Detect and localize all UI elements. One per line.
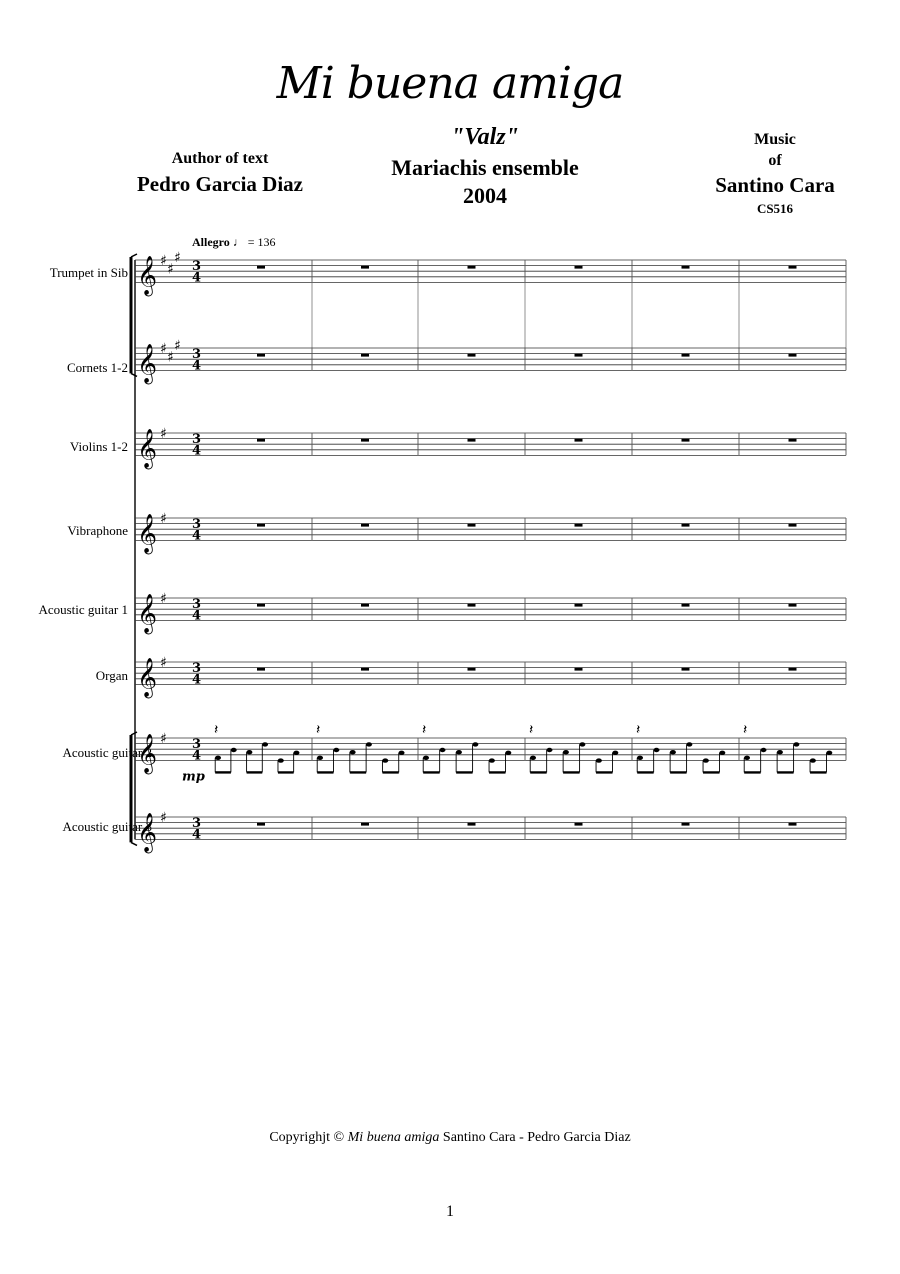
note-head bbox=[563, 750, 569, 754]
time-signature-bottom: 4 bbox=[192, 358, 202, 374]
measure-rest bbox=[682, 439, 690, 442]
measure-rest bbox=[789, 668, 797, 671]
treble-clef-icon: 𝄞 bbox=[137, 657, 158, 698]
note-head bbox=[744, 756, 750, 760]
measure-rest bbox=[257, 668, 265, 671]
treble-clef-icon: 𝄞 bbox=[137, 513, 158, 554]
note-head bbox=[215, 756, 221, 760]
time-signature-top: 3 bbox=[192, 347, 202, 363]
sharp-icon: ♯ bbox=[160, 810, 167, 826]
time-signature-bottom: 4 bbox=[192, 443, 202, 459]
staff-7 bbox=[135, 722, 846, 774]
of-label: of bbox=[768, 152, 782, 169]
measure-rest bbox=[257, 604, 265, 607]
quarter-rest-icon: 𝄽 bbox=[422, 722, 427, 738]
note-head bbox=[399, 751, 405, 755]
sharp-icon: ♯ bbox=[167, 261, 174, 278]
measure-rest bbox=[789, 823, 797, 826]
treble-clef-icon: 𝄞 bbox=[137, 812, 158, 853]
instrument-label-guitar1: Acoustic guitar 1 bbox=[38, 602, 128, 617]
measure-rest bbox=[257, 823, 265, 826]
note-head bbox=[382, 758, 388, 762]
score-subtitle: "Valz" bbox=[450, 124, 519, 150]
measure-rest bbox=[468, 354, 476, 357]
quarter-rest-icon: 𝄽 bbox=[529, 722, 534, 738]
measure-rest bbox=[257, 524, 265, 527]
measure-rest bbox=[682, 354, 690, 357]
note-head bbox=[366, 742, 372, 746]
sharp-icon: ♯ bbox=[160, 591, 167, 607]
treble-clef-icon: 𝄞 bbox=[137, 343, 158, 384]
measure-rest bbox=[468, 823, 476, 826]
measure-rest bbox=[361, 604, 369, 607]
sharp-icon: ♯ bbox=[167, 349, 174, 366]
note-head bbox=[653, 748, 659, 752]
tempo-value: = 136 bbox=[247, 235, 276, 249]
quarter-rest-icon: 𝄽 bbox=[316, 722, 321, 738]
author-name: Pedro Garcia Diaz bbox=[136, 172, 304, 196]
measure-rest bbox=[468, 524, 476, 527]
treble-clef-icon: 𝄞 bbox=[137, 428, 158, 469]
copyright-title: Mi buena amiga bbox=[347, 1130, 440, 1145]
author-label: Author of text bbox=[171, 150, 269, 167]
note-head bbox=[793, 742, 799, 746]
time-signature-top: 3 bbox=[192, 661, 202, 677]
note-head bbox=[612, 751, 618, 755]
measure-rest bbox=[257, 439, 265, 442]
time-signature-top: 3 bbox=[192, 259, 202, 275]
instrument-label-trumpet: Trumpet in Sib bbox=[49, 265, 128, 280]
staff-6 bbox=[135, 655, 846, 698]
note-head bbox=[637, 756, 643, 760]
dynamic-marking: mp bbox=[182, 769, 205, 785]
measure-rest bbox=[575, 354, 583, 357]
note-head bbox=[826, 751, 832, 755]
note-head bbox=[262, 742, 268, 746]
sharp-icon: ♯ bbox=[160, 341, 167, 357]
time-signature-bottom: 4 bbox=[192, 827, 202, 843]
quarter-rest-icon: 𝄽 bbox=[636, 722, 641, 738]
measure-rest bbox=[575, 668, 583, 671]
staff-5 bbox=[135, 591, 846, 634]
sharp-icon: ♯ bbox=[160, 426, 167, 442]
tempo-text: Allegro bbox=[192, 235, 230, 249]
time-signature-top: 3 bbox=[192, 816, 202, 832]
time-signature-top: 3 bbox=[192, 737, 202, 753]
copyright-suffix: Santino Cara - Pedro Garcia Diaz bbox=[439, 1130, 631, 1145]
score-title: Mi buena amiga bbox=[276, 58, 624, 109]
measure-rest bbox=[575, 266, 583, 269]
year-label: 2004 bbox=[463, 183, 507, 208]
note-head bbox=[456, 750, 462, 754]
measure-rest bbox=[468, 604, 476, 607]
time-signature-bottom: 4 bbox=[192, 608, 202, 624]
staff-1 bbox=[135, 250, 846, 348]
measure-rest bbox=[361, 524, 369, 527]
instrument-label-organ: Organ bbox=[95, 668, 128, 683]
measure-rest bbox=[468, 668, 476, 671]
note-head bbox=[505, 751, 511, 755]
note-head bbox=[703, 758, 709, 762]
note-head bbox=[686, 742, 692, 746]
instrument-label-guitar3: Acoustic guitar 3 bbox=[62, 819, 152, 834]
note-head bbox=[670, 750, 676, 754]
measure-rest bbox=[361, 266, 369, 269]
note-head bbox=[596, 758, 602, 762]
measure-rest bbox=[575, 823, 583, 826]
catalog-number: CS516 bbox=[756, 201, 794, 216]
note-head bbox=[489, 758, 495, 762]
note-head bbox=[530, 756, 536, 760]
staff-4 bbox=[135, 511, 846, 554]
measure-rest bbox=[575, 524, 583, 527]
measure-rest bbox=[575, 439, 583, 442]
measure-rest bbox=[789, 266, 797, 269]
note-head bbox=[472, 742, 478, 746]
measure-rest bbox=[468, 439, 476, 442]
measure-rest bbox=[361, 354, 369, 357]
note-head bbox=[317, 756, 323, 760]
music-label: Music bbox=[754, 131, 796, 148]
time-signature-top: 3 bbox=[192, 432, 202, 448]
treble-clef-icon: 𝄞 bbox=[137, 733, 158, 774]
measure-rest bbox=[789, 524, 797, 527]
instrument-label-violins: Violins 1-2 bbox=[69, 439, 128, 454]
sharp-icon: ♯ bbox=[160, 655, 167, 671]
quarter-rest-icon: 𝄽 bbox=[743, 722, 748, 738]
composer-name: Santino Cara bbox=[715, 173, 835, 197]
note-head bbox=[546, 748, 552, 752]
instrument-label-cornets: Cornets 1-2 bbox=[66, 360, 128, 375]
ensemble-label: Mariachis ensemble bbox=[391, 155, 579, 180]
note-head bbox=[246, 750, 252, 754]
note-head bbox=[579, 742, 585, 746]
note-head bbox=[719, 751, 725, 755]
measure-rest bbox=[468, 266, 476, 269]
staff-3 bbox=[135, 426, 846, 469]
measure-rest bbox=[789, 354, 797, 357]
time-signature-bottom: 4 bbox=[192, 528, 202, 544]
note-head bbox=[810, 758, 816, 762]
treble-clef-icon: 𝄞 bbox=[137, 593, 158, 634]
page-number: 1 bbox=[446, 1203, 454, 1220]
measure-rest bbox=[361, 823, 369, 826]
time-signature-top: 3 bbox=[192, 517, 202, 533]
measure-rest bbox=[789, 604, 797, 607]
note-head bbox=[439, 748, 445, 752]
measure-rest bbox=[789, 439, 797, 442]
copyright-prefix: Copyrighjt © bbox=[269, 1130, 348, 1145]
measure-rest bbox=[575, 604, 583, 607]
sharp-icon: ♯ bbox=[174, 338, 181, 355]
sharp-icon: ♯ bbox=[160, 253, 167, 269]
measure-rest bbox=[682, 668, 690, 671]
treble-clef-icon: 𝄞 bbox=[137, 255, 158, 296]
note-head bbox=[278, 758, 284, 762]
time-signature-top: 3 bbox=[192, 597, 202, 613]
note-head bbox=[293, 751, 299, 755]
instrument-label-guitar2: Acoustic guitar 2 bbox=[62, 745, 152, 760]
quarter-note-icon: ♩ bbox=[232, 235, 245, 249]
note-head bbox=[760, 748, 766, 752]
note-head bbox=[777, 750, 783, 754]
time-signature-bottom: 4 bbox=[192, 748, 202, 764]
copyright-footer bbox=[0, 1130, 900, 1146]
measure-rest bbox=[257, 354, 265, 357]
measure-rest bbox=[682, 524, 690, 527]
note-head bbox=[423, 756, 429, 760]
sharp-icon: ♯ bbox=[160, 731, 167, 747]
note-head bbox=[231, 748, 237, 752]
quarter-rest-icon: 𝄽 bbox=[214, 722, 219, 738]
time-signature-bottom: 4 bbox=[192, 270, 202, 286]
measure-rest bbox=[682, 604, 690, 607]
note-head bbox=[333, 748, 339, 752]
measure-rest bbox=[257, 266, 265, 269]
note-head bbox=[350, 750, 356, 754]
measure-rest bbox=[361, 439, 369, 442]
staff-8 bbox=[135, 810, 846, 853]
time-signature-bottom: 4 bbox=[192, 672, 202, 688]
measure-rest bbox=[682, 823, 690, 826]
instrument-label-vibraphone: Vibraphone bbox=[67, 523, 128, 538]
sharp-icon: ♯ bbox=[174, 250, 181, 267]
measure-rest bbox=[682, 266, 690, 269]
sharp-icon: ♯ bbox=[160, 511, 167, 527]
measure-rest bbox=[361, 668, 369, 671]
